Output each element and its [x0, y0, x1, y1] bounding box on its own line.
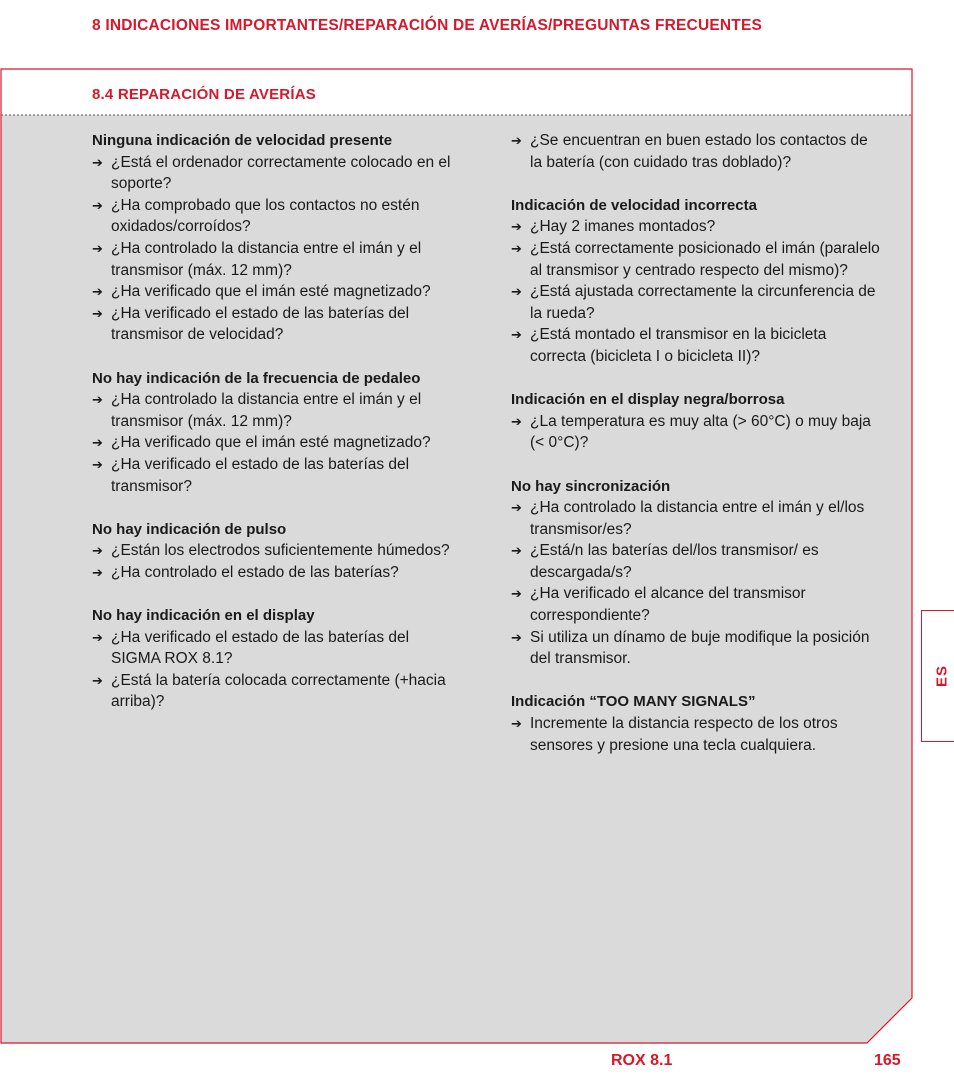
troubleshooting-block: [511, 691, 881, 756]
troubleshooting-block: [511, 389, 881, 454]
troubleshooting-block: [511, 195, 881, 368]
troubleshooting-block: [92, 130, 452, 346]
check-item-text: ¿Ha comprobado que los contactos no estén oxidados/corroídos?: [111, 196, 420, 236]
check-item-text: ¿La temperatura es muy alta (> 60°C) o muy baja (< 0°C)?: [530, 412, 871, 452]
check-item-text: ¿Ha verificado que el imán esté magnetizado?: [111, 283, 431, 301]
arrow-right-icon: ➔: [511, 586, 522, 602]
check-item: [511, 627, 881, 670]
check-item: [511, 130, 881, 173]
arrow-right-icon: ➔: [92, 564, 103, 580]
right-column: [511, 130, 881, 778]
check-item: [92, 195, 452, 238]
check-item: [92, 432, 452, 454]
left-column: [92, 130, 452, 735]
check-item: [511, 713, 881, 756]
arrow-right-icon: ➔: [511, 133, 522, 148]
block-title: No hay indicación de la frecuencia de pedaleo: [92, 369, 421, 387]
block-title: No hay indicación en el display: [92, 607, 315, 625]
arrow-right-icon: ➔: [92, 629, 103, 645]
arrow-right-icon: ➔: [92, 456, 103, 472]
arrow-right-icon: ➔: [92, 672, 103, 688]
troubleshooting-block: [511, 476, 881, 670]
check-item-text: ¿Está montado el transmisor en la bicicleta correcta (bicicleta I o bicicleta II)?: [530, 326, 827, 365]
arrow-right-icon: ➔: [92, 154, 103, 170]
check-item: [92, 281, 452, 303]
arrow-right-icon: ➔: [511, 500, 522, 516]
check-item-text: ¿Ha verificado el alcance del transmisor correspondiente?: [530, 585, 806, 625]
check-item: [92, 670, 452, 713]
check-item: [92, 389, 452, 432]
arrow-right-icon: ➔: [92, 305, 103, 321]
check-item-text: ¿Ha controlado la distancia entre el imán y el transmisor (máx. 12 mm)?: [111, 239, 422, 279]
check-item: [92, 454, 452, 497]
check-item-text: ¿Ha verificado el estado de las baterías del transmisor?: [111, 455, 410, 495]
footer-model: ROX 8.1: [611, 1052, 673, 1069]
arrow-right-icon: ➔: [92, 392, 103, 408]
arrow-right-icon: ➔: [92, 543, 103, 559]
check-item: [92, 238, 452, 281]
block-title: No hay indicación de pulso: [92, 520, 287, 538]
check-item: [92, 562, 452, 584]
check-item-text: ¿Ha controlado el estado de las baterías?: [111, 563, 399, 581]
block-title: Indicación “TOO MANY SIGNALS”: [511, 693, 756, 711]
check-item-text: ¿Ha controlado la distancia entre el imán y el/los transmisor/es?: [530, 499, 865, 538]
check-item-text: ¿Se encuentran en buen estado los contactos de la batería (con cuidado tras doblado)?: [530, 132, 868, 171]
arrow-right-icon: ➔: [92, 197, 103, 213]
check-item: [511, 540, 881, 583]
check-item-text: ¿Hay 2 imanes montados?: [530, 218, 716, 236]
check-item-text: ¿Ha verificado el estado de las baterías del SIGMA ROX 8.1?: [111, 628, 410, 668]
check-item-text: ¿Está la batería colocada correctamente (+hacia arriba)?: [111, 671, 446, 711]
arrow-right-icon: ➔: [511, 219, 522, 235]
check-item-text: ¿Ha verificado que el imán esté magnetizado?: [111, 434, 431, 452]
arrow-right-icon: ➔: [511, 716, 522, 732]
check-item-text: ¿Ha controlado la distancia entre el imán y el transmisor (máx. 12 mm)?: [111, 391, 422, 430]
arrow-right-icon: ➔: [511, 284, 522, 300]
block-title: Ninguna indicación de velocidad presente: [92, 132, 393, 149]
troubleshooting-block: [511, 130, 881, 173]
check-item-text: Si utiliza un dínamo de buje modifique la posición del transmisor.: [530, 628, 870, 668]
check-item: [92, 540, 452, 562]
troubleshooting-block: [92, 605, 452, 713]
arrow-right-icon: ➔: [511, 240, 522, 256]
troubleshooting-block: [92, 368, 452, 498]
language-tab: [921, 610, 954, 742]
arrow-right-icon: ➔: [511, 629, 522, 645]
check-item-text: ¿Está/n las baterías del/los transmisor/ es descargada/s?: [530, 542, 819, 581]
language-tab-label: ES: [933, 664, 950, 688]
arrow-right-icon: ➔: [511, 413, 522, 429]
block-title: Indicación en el display negra/borrosa: [511, 391, 785, 409]
troubleshooting-block: [92, 519, 452, 584]
arrow-right-icon: ➔: [92, 240, 103, 256]
check-item: [511, 238, 881, 281]
check-item-text: ¿Está ajustada correctamente la circunferencia de la rueda?: [530, 283, 876, 322]
chapter-header: 8 INDICACIONES IMPORTANTES/REPARACIÓN DE AVERÍAS/PREGUNTAS FRECUENTES: [92, 17, 763, 34]
check-item: [92, 152, 452, 195]
check-item-text: ¿Está el ordenador correctamente colocado en el soporte?: [111, 153, 451, 193]
section-title: 8.4 REPARACIÓN DE AVERÍAS: [92, 86, 316, 103]
check-item: [511, 583, 881, 626]
arrow-right-icon: ➔: [511, 543, 522, 559]
check-item: [511, 281, 881, 324]
check-item: [511, 216, 881, 238]
block-title: Indicación de velocidad incorrecta: [511, 196, 757, 214]
page-number: 165: [874, 1052, 901, 1069]
check-item: [92, 303, 452, 346]
check-item-text: Incremente la distancia respecto de los otros sensores y presione una tecla cualquiera.: [530, 715, 838, 754]
check-item: [511, 324, 881, 367]
block-title: No hay sincronización: [511, 477, 671, 495]
check-item-text: ¿Está correctamente posicionado el imán (paralelo al transmisor y centrado respecto del mismo)?: [530, 239, 880, 279]
check-item: [511, 497, 881, 540]
arrow-right-icon: ➔: [92, 435, 103, 451]
check-item: [92, 627, 452, 670]
arrow-right-icon: ➔: [511, 327, 522, 343]
arrow-right-icon: ➔: [92, 284, 103, 300]
check-item: [511, 411, 881, 454]
check-item-text: ¿Están los electrodos suficientemente húmedos?: [111, 542, 450, 560]
check-item-text: ¿Ha verificado el estado de las baterías del transmisor de velocidad?: [111, 304, 410, 344]
